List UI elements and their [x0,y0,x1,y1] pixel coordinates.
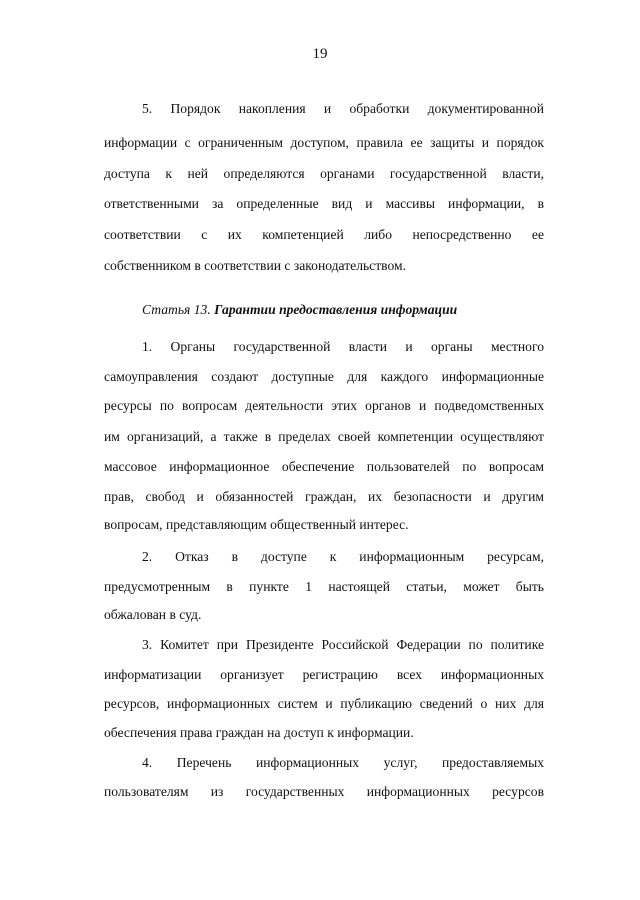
page-number: 19 [312,46,328,62]
article-heading [142,302,457,318]
item-3-line: ресурсов, информационных систем и публикацию сведений о них для [104,696,544,711]
paragraph-5-line: собственником в соответствии с законодательством. [104,258,407,273]
item-1-line: самоуправления создают доступные для каждого информационные [104,369,544,384]
item-1-line: 1. Органы государственной власти и органы местного [142,339,544,354]
item-1-line: вопросам, представляющим общественный интерес. [104,517,409,532]
item-1-line: им организаций, а также в пределах своей компетенции осуществляют [104,429,544,444]
item-1-line: прав, свобод и обязанностей граждан, их безопасности и другим [104,489,544,504]
item-2-line: предусмотренным в пункте 1 настоящей статьи, может быть [104,579,544,594]
paragraph-5-line: 5. Порядок накопления и обработки документированной [142,101,544,116]
item-4-line: пользователям из государственных информационных ресурсов [104,784,544,799]
paragraph-5-line: ответственными за определенные вид и массивы информации, в [104,196,544,211]
paragraph-5-line: информации с ограниченным доступом, правила ее защиты и порядок [104,135,544,150]
item-2-line: обжалован в суд. [104,607,202,622]
article-title: Гарантии предоставления информации [214,302,458,317]
item-3-line: обеспечения права граждан на доступ к информации. [104,725,414,740]
item-1-line: массовое информационное обеспечение пользователей по вопросам [104,459,544,474]
item-4-line: 4. Перечень информационных услуг, предоставляемых [142,755,544,770]
item-2-line: 2. Отказ в доступе к информационным ресурсам, [142,549,544,564]
article-label: Статья 13. [142,302,211,317]
paragraph-5-line: доступа к ней определяются органами государственной власти, [104,166,544,181]
item-3-line: информатизации организует регистрацию всех информационных [104,667,544,682]
item-3-line: 3. Комитет при Президенте Российской Федерации по политике [142,637,544,652]
paragraph-5-line: соответствии с их компетенцией либо непосредственно ее [104,227,544,242]
item-1-line: ресурсы по вопросам деятельности этих органов и подведомственных [104,398,544,413]
